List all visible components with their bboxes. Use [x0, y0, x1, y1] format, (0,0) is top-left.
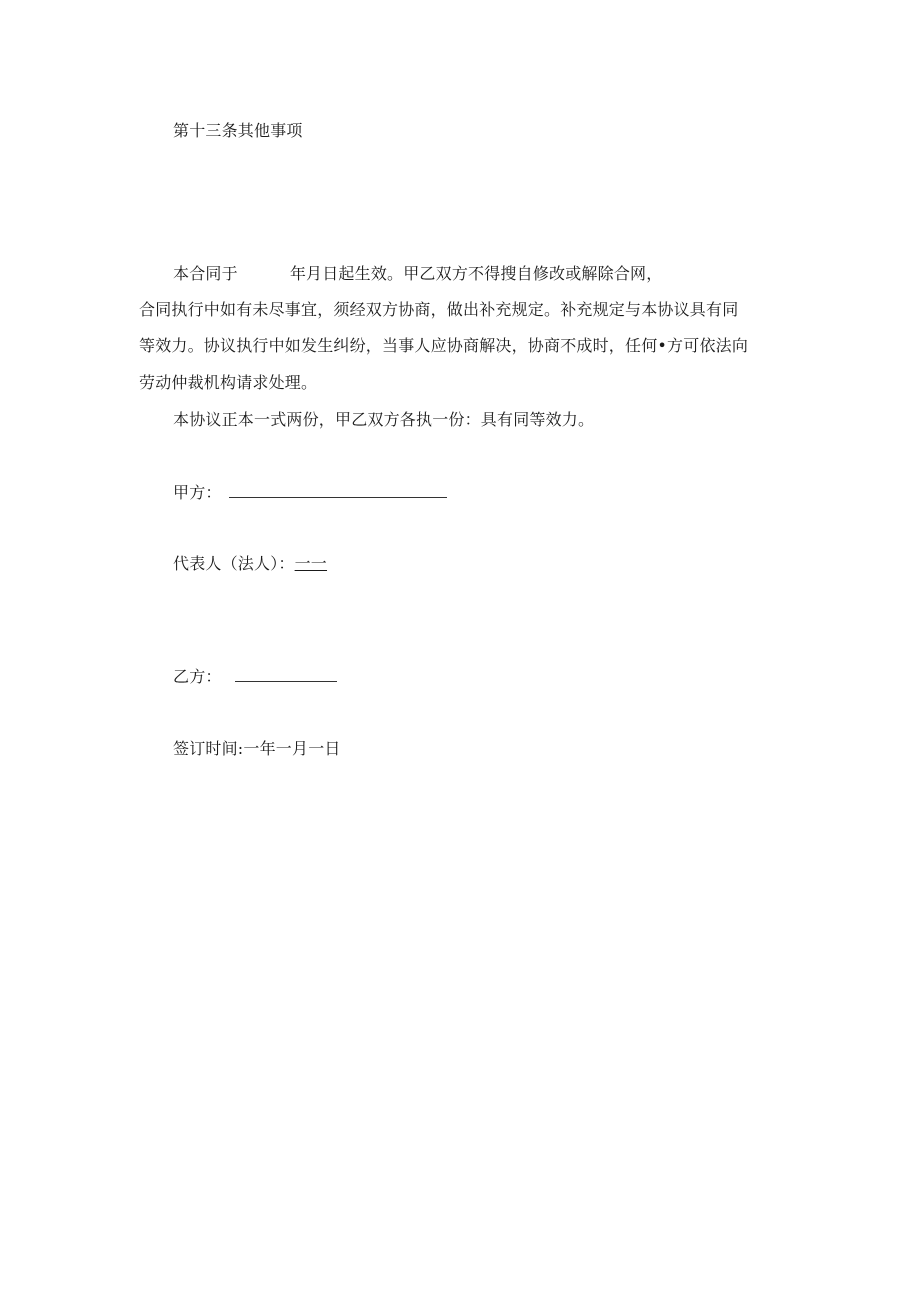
signing-label: 签订时间: [173, 739, 244, 758]
signing-date-row [173, 739, 341, 759]
representative-label: 代表人（法人）： [173, 554, 295, 573]
signing-date-value: 一年一月一日 [243, 739, 341, 758]
party-a-row [173, 483, 447, 503]
paragraph-effective-line-1 [173, 264, 662, 284]
party-b-signature-line [235, 667, 337, 682]
party-b-label: 乙方： [173, 667, 222, 686]
paragraph-line-2: 合同执行中如有未尽事宜，须经双方协商，做出补充规定。补充规定与本协议具有同 [139, 300, 739, 319]
party-a-signature-line [229, 483, 447, 498]
effective-text-b: 年月日起生效。甲乙双方不得搜自修改或解除合网， [289, 264, 663, 283]
paragraph-line-4: 劳动仲裁机构请求处理。 [139, 373, 318, 392]
party-a-label: 甲方： [173, 483, 222, 502]
copies-paragraph: 本协议正本一式两份，甲乙双方各执一份：具有同等效力。 [173, 410, 595, 429]
effective-text-a: 本合同于 [173, 264, 238, 283]
paragraph-line-3: 等效力。协议执行中如发生纠纷，当事人应协商解决，协商不成时，任何•方可依法向 [139, 336, 749, 355]
representative-value: 一一 [294, 554, 328, 573]
section-heading: 第十三条其他事项 [173, 121, 303, 140]
party-b-row [173, 667, 337, 687]
representative-row [173, 554, 327, 574]
